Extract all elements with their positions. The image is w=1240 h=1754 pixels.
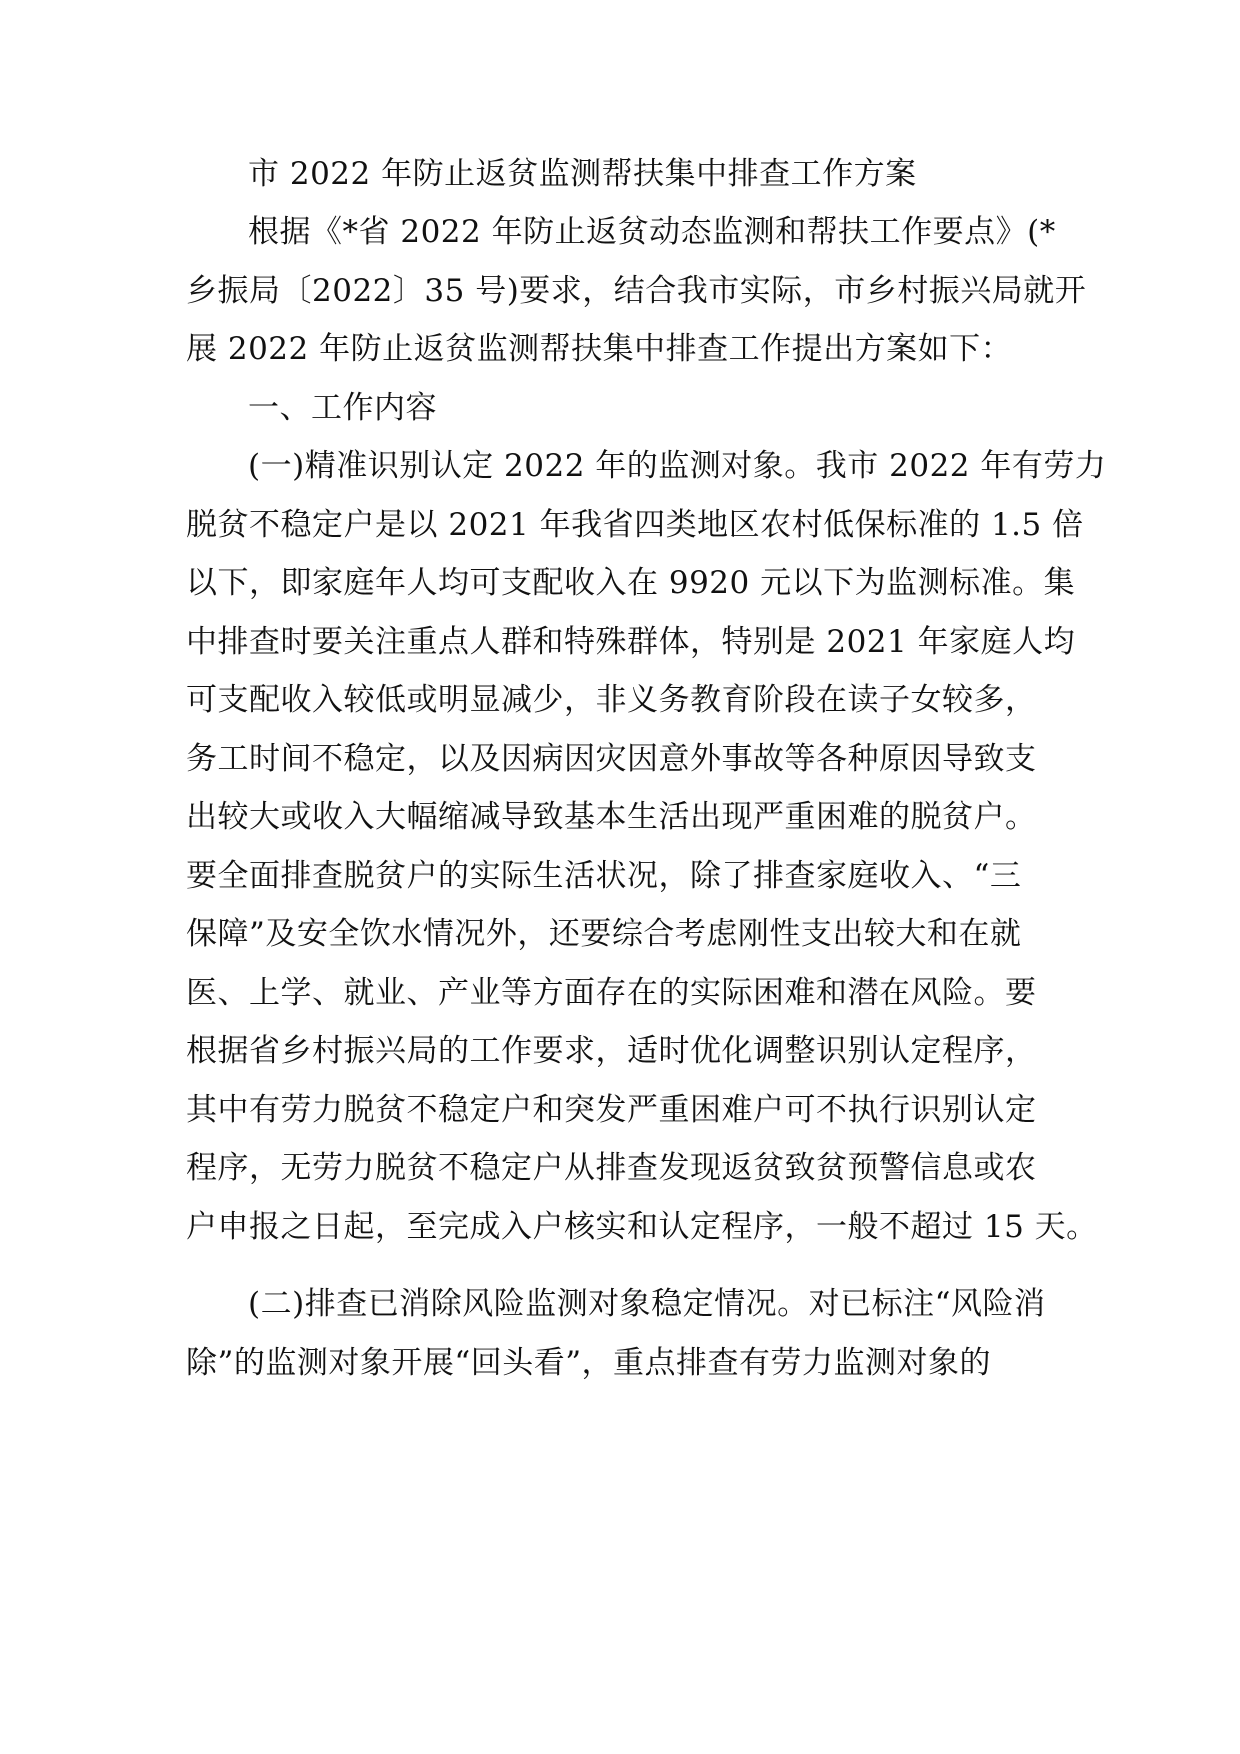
paragraph-line: 保障”及安全饮水情况外，还要综合考虑刚性支出较大和在就 bbox=[186, 916, 1022, 952]
document-title: 市 2022 年防止返贫监测帮扶集中排查工作方案 bbox=[248, 156, 917, 192]
paragraph-line: 以下，即家庭年人均可支配收入在 9920 元以下为监测标准。集 bbox=[186, 565, 1076, 601]
paragraph-line: 可支配收入较低或明显减少，非义务教育阶段在读子女较多， bbox=[186, 682, 1037, 718]
paragraph-line: 户申报之日起，至完成入户核实和认定程序，一般不超过 15 天。 bbox=[186, 1209, 1098, 1245]
paragraph-line: 医、上学、就业、产业等方面存在的实际困难和潜在风险。要 bbox=[186, 975, 1037, 1011]
paragraph-line: 中排查时要关注重点人群和特殊群体，特别是 2021 年家庭人均 bbox=[186, 624, 1076, 660]
paragraph-line: 展 2022 年防止返贫监测帮扶集中排查工作提出方案如下： bbox=[186, 331, 1013, 367]
paragraph-line: (二)排查已消除风险监测对象稳定情况。对已标注“风险消 bbox=[248, 1286, 1046, 1322]
paragraph-line: 脱贫不稳定户是以 2021 年我省四类地区农村低保标准的 1.5 倍 bbox=[186, 507, 1084, 543]
paragraph-line: (一)精准识别认定 2022 年的监测对象。我市 2022 年有劳力 bbox=[248, 448, 1107, 484]
paragraph-line: 程序，无劳力脱贫不稳定户从排查发现返贫致贫预警信息或农 bbox=[186, 1150, 1037, 1186]
paragraph-line: 务工时间不稳定，以及因病因灾因意外事故等各种原因导致支 bbox=[186, 741, 1037, 777]
paragraph-line: 其中有劳力脱贫不稳定户和突发严重困难户可不执行识别认定 bbox=[186, 1092, 1037, 1128]
paragraph-line: 出较大或收入大幅缩减导致基本生活出现严重困难的脱贫户。 bbox=[186, 799, 1037, 835]
paragraph-line: 根据省乡村振兴局的工作要求，适时优化调整识别认定程序， bbox=[186, 1033, 1037, 1069]
paragraph-line: 根据《*省 2022 年防止返贫动态监测和帮扶工作要点》(* bbox=[248, 214, 1056, 250]
paragraph-line: 除”的监测对象开展“回头看”，重点排查有劳力监测对象的 bbox=[186, 1345, 992, 1381]
section-heading: 一、工作内容 bbox=[248, 390, 437, 426]
paragraph-line: 要全面排查脱贫户的实际生活状况，除了排查家庭收入、“三 bbox=[186, 858, 1022, 894]
paragraph-line: 乡振局〔2022〕35 号)要求，结合我市实际，市乡村振兴局就开 bbox=[186, 273, 1087, 309]
